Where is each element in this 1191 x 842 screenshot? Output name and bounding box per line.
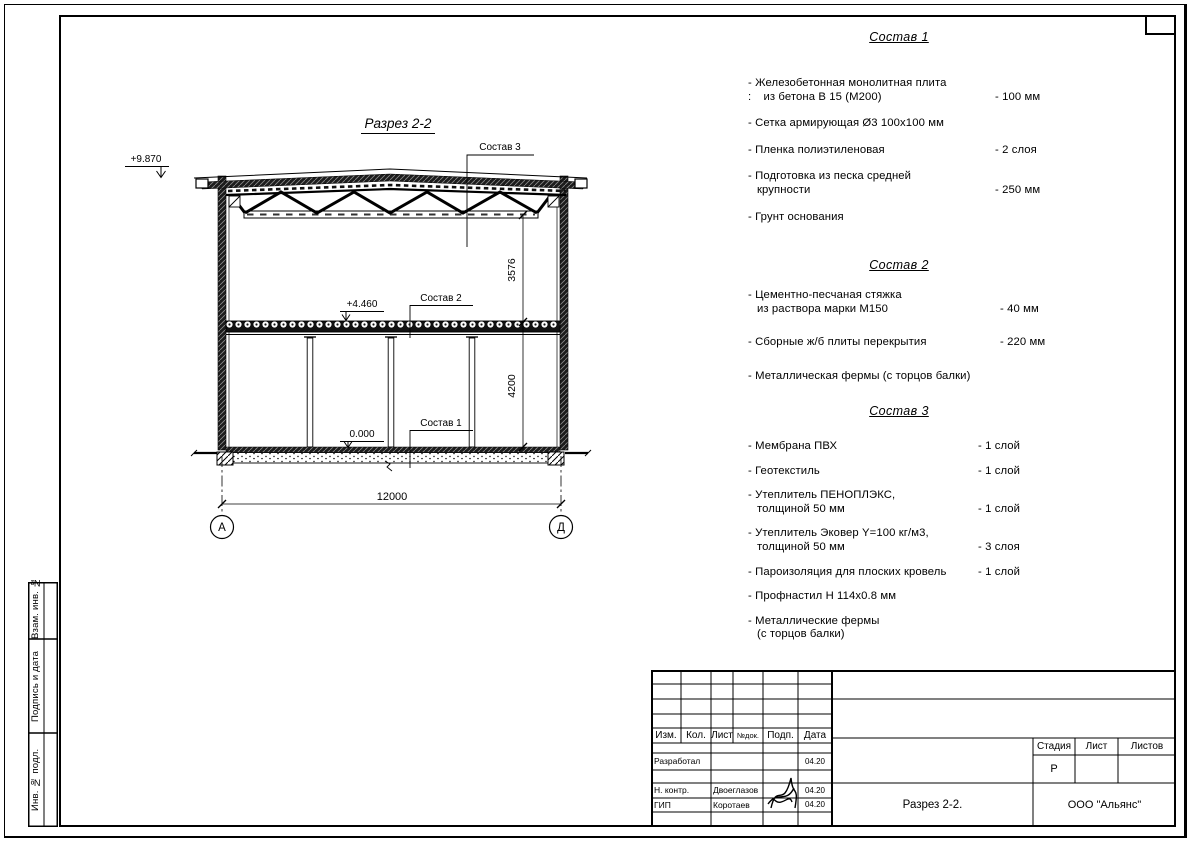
- tb-col-izm: Изм.: [655, 730, 677, 741]
- footing-right: [548, 452, 564, 465]
- tb-sheet-label: Лист: [1085, 741, 1108, 752]
- tb-name-ncontr: Двоеглазов: [713, 785, 759, 795]
- composition-item: [748, 489, 1050, 516]
- roof-end-cap-right: [575, 179, 587, 188]
- item-text-line: - Пароизоляция для плоских кровель: [748, 565, 947, 578]
- item-text-line: - Железобетонная монолитная плита: [748, 77, 947, 89]
- tb-sheet-value: [1075, 755, 1118, 783]
- item-text-line: - Пленка полиэтиленовая: [748, 143, 885, 156]
- tb-sheets-label: Листов: [1130, 741, 1164, 752]
- item-text-line: из раствора марки М150: [757, 302, 889, 315]
- svg-text:+9.870: +9.870: [130, 154, 162, 165]
- roof-truss: [226, 189, 566, 218]
- tb-company: ООО "Альянс": [1067, 799, 1142, 811]
- tb-sheets-value: [1118, 755, 1176, 783]
- svg-text:Д: Д: [557, 522, 565, 534]
- composition-1: [748, 30, 1050, 237]
- elevation-mark-roof: [125, 154, 169, 178]
- title-block: [651, 670, 1176, 827]
- composition-2: [748, 258, 1050, 403]
- composition-item: [748, 440, 1050, 454]
- composition-item: [748, 117, 1050, 131]
- item-text-line: - Геотекстиль: [748, 464, 820, 477]
- item-text-line: - Цементно-песчаная стяжка: [748, 289, 902, 301]
- composition-2-title: Состав 2: [869, 258, 929, 272]
- composition-item: [748, 170, 1050, 197]
- item-text-line: - Утеплитель Эковер Y=100 кг/м3,: [748, 527, 929, 540]
- roof-end-cap-left: [196, 179, 208, 188]
- svg-text:0.000: 0.000: [349, 429, 375, 440]
- elevation-mark-floor: [340, 299, 384, 321]
- composition-item: [748, 144, 1050, 158]
- item-value: - 1 слой: [978, 565, 1021, 578]
- tb-date-gip: 04.20: [804, 800, 826, 809]
- composition-3: [748, 404, 1050, 653]
- item-value: - 3 слоя: [978, 540, 1020, 553]
- composition-item: [748, 336, 1050, 350]
- tb-col-podp: Подп.: [767, 730, 794, 741]
- svg-text:Состав 3: Состав 3: [479, 142, 521, 153]
- tb-date-developed: 04.20: [804, 757, 826, 766]
- item-text-line: из бетона В 15 (М200): [763, 90, 882, 103]
- item-text-line: - Подготовка из песка средней: [748, 170, 912, 183]
- composition-item: [748, 465, 1050, 479]
- composition-item: [748, 527, 1050, 554]
- svg-text:Состав 2: Состав 2: [420, 293, 462, 304]
- item-text-line: - Профнастил Н 114х0.8 мм: [748, 590, 897, 603]
- item-value: - 100 мм: [995, 90, 1041, 103]
- composition-item: [748, 615, 1050, 642]
- svg-text:+4.460: +4.460: [346, 299, 378, 310]
- item-text-line: - Сетка армирующая Ø3 100х100 мм: [748, 117, 944, 130]
- dim-truss-height: 3576: [506, 258, 518, 282]
- tb-role-ncontr: Н. контр.: [654, 785, 690, 795]
- item-text-line: толщиной 50 мм: [757, 540, 845, 553]
- item-text-line: толщиной 50 мм: [757, 502, 845, 515]
- composition-1-title: Состав 1: [869, 30, 929, 44]
- composition-3-title: Состав 3: [869, 404, 929, 418]
- svg-text:А: А: [218, 522, 226, 534]
- footing-left: [217, 452, 233, 465]
- svg-text:Разрез 2-2: Разрез 2-2: [364, 116, 432, 131]
- floor-slab: [226, 321, 560, 335]
- item-value: - 2 слоя: [995, 143, 1037, 156]
- strip-label-podpis: Подпись и дата: [30, 650, 41, 722]
- composition-item: - Железобетонная монолитная плита : из бетона В 15 (М200) - 100 мм: [748, 77, 1041, 103]
- dim-floor-height: 4200: [506, 374, 518, 398]
- item-value: - 1 слой: [978, 440, 1021, 452]
- left-attachment-strip: [28, 576, 58, 827]
- composition-item: [748, 370, 1050, 384]
- item-text-line: - Сборные ж/б плиты перекрытия: [748, 336, 927, 349]
- tb-name-gip: Коротаев: [713, 800, 750, 810]
- tb-doc-title: Разрез 2-2.: [902, 799, 963, 811]
- item-text-line: - Мембрана ПВХ: [748, 440, 838, 452]
- composition-item: [748, 566, 1050, 580]
- item-text-line: - Утеплитель ПЕНОПЛЭКС,: [748, 489, 896, 502]
- tb-date-ncontr: 04.20: [804, 786, 826, 795]
- tb-col-list: Лист: [711, 730, 733, 741]
- axis-bubble-left: [211, 516, 234, 539]
- tb-col-kol: Кол.: [686, 730, 706, 741]
- roof: [194, 169, 587, 191]
- tb-stage-value: Р: [1050, 763, 1058, 775]
- composition-item: [748, 289, 1050, 316]
- item-text-line: - Металлическая фермы (с торцов балки): [748, 369, 971, 382]
- strip-label-vzam: Взам. инв. №: [30, 576, 41, 639]
- item-value: - 40 мм: [1000, 302, 1039, 315]
- corner-doc-number-box: [1145, 15, 1176, 35]
- svg-text:Состав 1: Состав 1: [420, 418, 462, 429]
- ground-slab: [191, 447, 591, 471]
- span-dimension: [218, 456, 565, 514]
- item-value: - 220 мм: [1000, 336, 1046, 349]
- truss-diagonals: [245, 192, 537, 213]
- drawing-title: [361, 116, 435, 134]
- tb-role-gip: ГИП: [654, 800, 671, 810]
- tb-stage-label: Стадия: [1036, 741, 1072, 752]
- section-drawing: [0, 0, 740, 670]
- item-text-line: (с торцов балки): [757, 628, 845, 641]
- item-value: - 1 слой: [978, 502, 1021, 515]
- strip-label-inv: Инв. № подл.: [30, 748, 41, 812]
- tb-col-ndok: №док.: [737, 731, 759, 740]
- composition-item: [748, 590, 1050, 604]
- tb-role-developed: Разработал: [654, 756, 701, 766]
- item-value: - 1 слой: [978, 464, 1021, 477]
- axis-bubble-right: [550, 516, 573, 539]
- elevation-mark-ground: [340, 429, 384, 448]
- composition-item: [748, 211, 1050, 225]
- tb-col-data: Дата: [803, 730, 827, 741]
- item-text-line: крупности: [757, 183, 811, 196]
- item-value: - 250 мм: [995, 183, 1041, 196]
- dim-span: 12000: [376, 491, 408, 503]
- item-text-line: - Грунт основания: [748, 210, 844, 223]
- item-text-line: - Металлические фермы: [748, 614, 880, 627]
